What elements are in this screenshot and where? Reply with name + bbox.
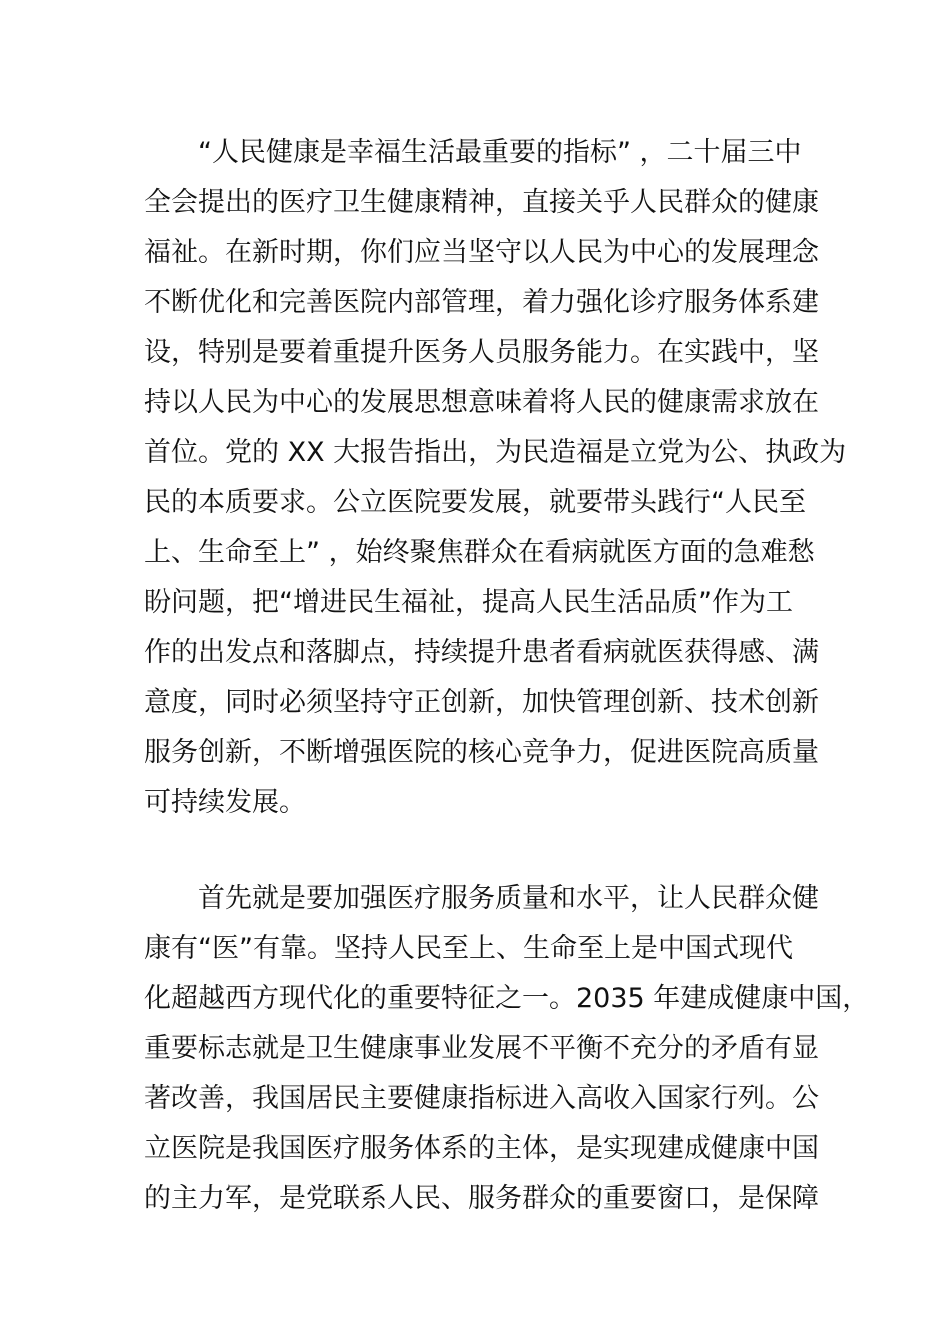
paragraph-line: 服务创新，不断增强医院的核心竞争力，促进医院高质量 (144, 737, 819, 768)
paragraph-line: 盼问题，把“增进民生福祉，提高人民生活品质”作为工 (144, 587, 793, 618)
paragraph-line: 设，特别是要着重提升医务人员服务能力。在实践中，坚 (144, 337, 819, 368)
paragraph-line: 化超越西方现代化的重要特征之一。2035 年建成健康中国， (144, 983, 870, 1014)
paragraph-line: 著改善，我国居民主要健康指标进入高收入国家行列。公 (144, 1083, 819, 1114)
paragraph-line: 首先就是要加强医疗服务质量和水平，让人民群众健 (198, 883, 819, 914)
paragraph-line: 不断优化和完善医院内部管理，着力强化诊疗服务体系建 (144, 287, 819, 318)
paragraph-line: 上、生命至上” ，始终聚焦群众在看病就医方面的急难愁 (144, 537, 815, 568)
paragraph-line: 作的出发点和落脚点，持续提升患者看病就医获得感、满 (144, 637, 819, 668)
paragraph-line: 的主力军，是党联系人民、服务群众的重要窗口，是保障 (144, 1183, 819, 1214)
paragraph-line: 意度，同时必须坚持守正创新，加快管理创新、技术创新 (144, 687, 819, 718)
paragraph-line: 首位。党的 XX 大报告指出，为民造福是立党为公、执政为 (144, 437, 847, 468)
paragraph-line: 可持续发展。 (144, 787, 306, 818)
paragraph-line: 福祉。在新时期，你们应当坚守以人民为中心的发展理念 (144, 237, 819, 268)
paragraph-line: 全会提出的医疗卫生健康精神，直接关乎人民群众的健康 (144, 187, 819, 218)
paragraph-line: 康有“医”有靠。坚持人民至上、生命至上是中国式现代 (144, 933, 793, 964)
paragraph-line: 持以人民为中心的发展思想意味着将人民的健康需求放在 (144, 387, 819, 418)
paragraph-line: “人民健康是幸福生活最重要的指标” ，二十届三中 (198, 137, 802, 168)
paragraph-line: 重要标志就是卫生健康事业发展不平衡不充分的矛盾有显 (144, 1033, 819, 1064)
paragraph-line: 立医院是我国医疗服务体系的主体，是实现建成健康中国 (144, 1133, 819, 1164)
paragraph-line: 民的本质要求。公立医院要发展，就要带头践行“人民至 (144, 487, 806, 518)
